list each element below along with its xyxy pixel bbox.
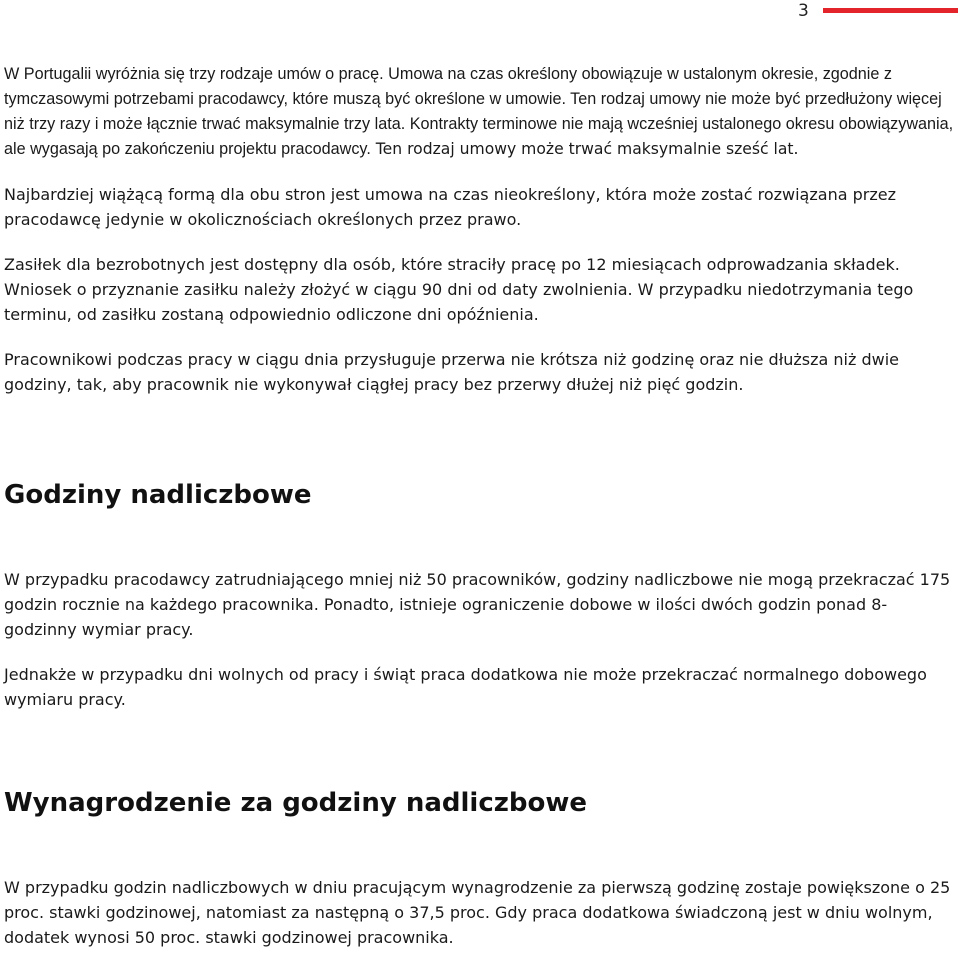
heading-overtime: Godziny nadliczbowe <box>4 480 312 510</box>
paragraph-overtime-limits: W przypadku pracodawcy zatrudniającego mniej niż 50 pracowników, godziny nadliczbowe nie mogą przekraczać 175 godzin rocznie na każdego pracownika. Ponadto, istnieje ograniczenie dobowe w ilości dwóch godzin ponad 8-godzinny wymiar pracy. <box>4 570 951 639</box>
paragraph-unemployment-benefit: Zasiłek dla bezrobotnych jest dostępny dla osób, które straciły pracę po 12 miesiącach odprowadzania składek. Wniosek o przyznanie zasiłku należy złożyć w ciągu 90 dni od daty zwolnienia. W przypadku niedotrzymania tego terminu, od zasiłku zostaną odpowiednio odliczone dni opóźnienia. <box>4 255 914 324</box>
document-body <box>4 62 958 950</box>
heading-overtime-pay: Wynagrodzenie za godziny nadliczbowe <box>4 788 587 818</box>
paragraph-contract-types <box>4 62 958 162</box>
paragraph-indefinite-contract: Najbardziej wiążącą formą dla obu stron jest umowa na czas nieokreślony, która może zostać rozwiązana przez pracodawcę jedynie w okolicznościach określonych przez prawo. <box>4 185 896 229</box>
paragraph-work-break: Pracownikowi podczas pracy w ciągu dnia przysługuje przerwa nie krótsza niż godzinę oraz nie dłuższa niż dwie godziny, tak, aby pracownik nie wykonywał ciągłej pracy bez przerwy dłużej niż pięć godzin. <box>4 350 900 394</box>
page-number: 3 <box>798 1 809 21</box>
paragraph-contract-types-text: W Portugalii wyróżnia się trzy rodzaje umów o pracę. Umowa na czas określony obowiązuje w ustalonym okresie, zgodnie z tymczasowymi potrzebami pracodawcy, które muszą być określone w umowie. Ten rodzaj umowy nie może być przedłużony więcej niż trzy razy i może łącznie trwać maksymalnie trzy lata. Kontrakty terminowe nie mają wcześniej ustalonego okresu obowiązywania, ale wygasają po zakończeniu projektu pracodawcy. <box>4 65 954 158</box>
paragraph-overtime-holidays: Jednakże w przypadku dni wolnych od pracy i świąt praca dodatkowa nie może przekraczać normalnego dobowego wymiaru pracy. <box>4 665 927 709</box>
paragraph-overtime-pay: W przypadku godzin nadliczbowych w dniu pracującym wynagrodzenie za pierwszą godzinę zostaje powiększone o 25 proc. stawki godzinowej, natomiast za następną o 37,5 proc. Gdy praca dodatkowa świadczoną jest w dniu wolnym, dodatek wynosi 50 proc. stawki godzinowej pracownika. <box>4 878 951 947</box>
paragraph-contract-types-tail: Ten rodzaj umowy może trwać maksymalnie sześć lat. <box>370 140 799 158</box>
header-accent-rule <box>823 8 958 13</box>
